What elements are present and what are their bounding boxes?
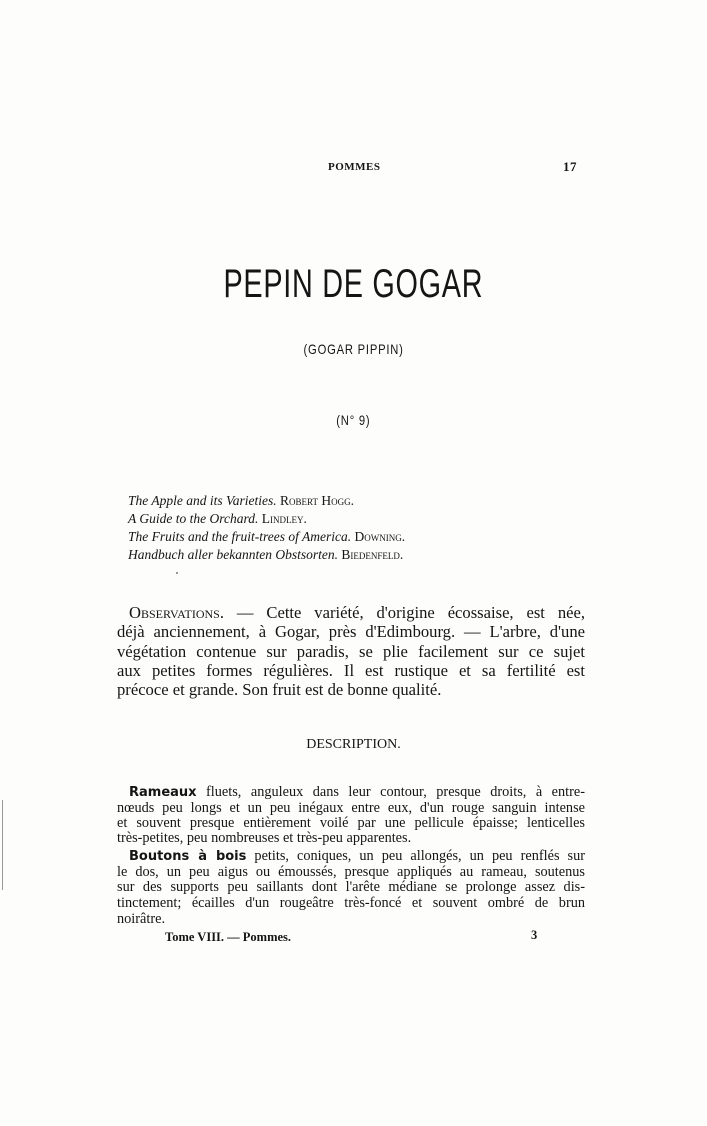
signature-mark: 3	[531, 928, 538, 942]
description-line: Boutons à bois petits, coniques, un peu allongés, un peu renflés sur	[129, 848, 585, 864]
description-line: sur des supports peu saillants dont l'arête médiane se prolonge assez dis-	[117, 879, 585, 895]
observations-line: Observations. — Cette variété, d'origine écossaise, est née,	[129, 603, 585, 622]
observations-line: déjà anciennement, à Gogar, près d'Edimbourg. — L'arbre, d'une	[117, 622, 585, 641]
observations-line: précoce et grande. Son fruit est de bonne qualité.	[117, 680, 442, 699]
observations-line: végétation contenue sur paradis, se plie facilement sur ce sujet	[117, 642, 585, 661]
description-line: le dos, un peu aigus ou émoussés, presque appliqués au rameau, soutenus	[117, 864, 585, 880]
observations-line: aux petites formes régulières. Il est rustique et sa fertilité est	[117, 661, 585, 680]
variety-number: (N° 9)	[336, 412, 371, 428]
description-line: noirâtre.	[117, 911, 166, 927]
running-title: POMMES	[328, 161, 381, 173]
page-title: PEPIN DE GOGAR	[223, 262, 484, 306]
reference-item: Handbuch aller bekannten Obstsorten. Biedenfeld.	[128, 547, 404, 562]
subtitle: (GOGAR PIPPIN)	[303, 341, 404, 357]
scan-edge-mark	[2, 800, 3, 890]
description-line: très-petites, peu nombreuses et très-peu apparentes.	[117, 830, 412, 846]
section-heading: DESCRIPTION.	[306, 737, 401, 752]
description-line: et souvent presque entièrement voilé par une pellicule épaisse; lenticelles	[117, 815, 585, 831]
description-line: Rameaux fluets, anguleux dans leur contour, presque droits, à entre-	[129, 784, 585, 800]
description-line: nœuds peu longs et un peu inégaux entre eux, d'un rouge sanguin intense	[117, 800, 585, 816]
reference-item: The Apple and its Varieties. Robert Hogg.	[128, 493, 354, 508]
scan-speck	[176, 572, 178, 574]
reference-item: The Fruits and the fruit-trees of America. Downing.	[128, 529, 406, 544]
page-number: 17	[563, 159, 577, 174]
volume-footer: Tome VIII. — Pommes.	[165, 930, 292, 944]
reference-item: A Guide to the Orchard. Lindley.	[128, 511, 307, 526]
description-line: tinctement; écailles d'un rougeâtre très-foncé et souvent ombré de brun	[117, 895, 585, 911]
